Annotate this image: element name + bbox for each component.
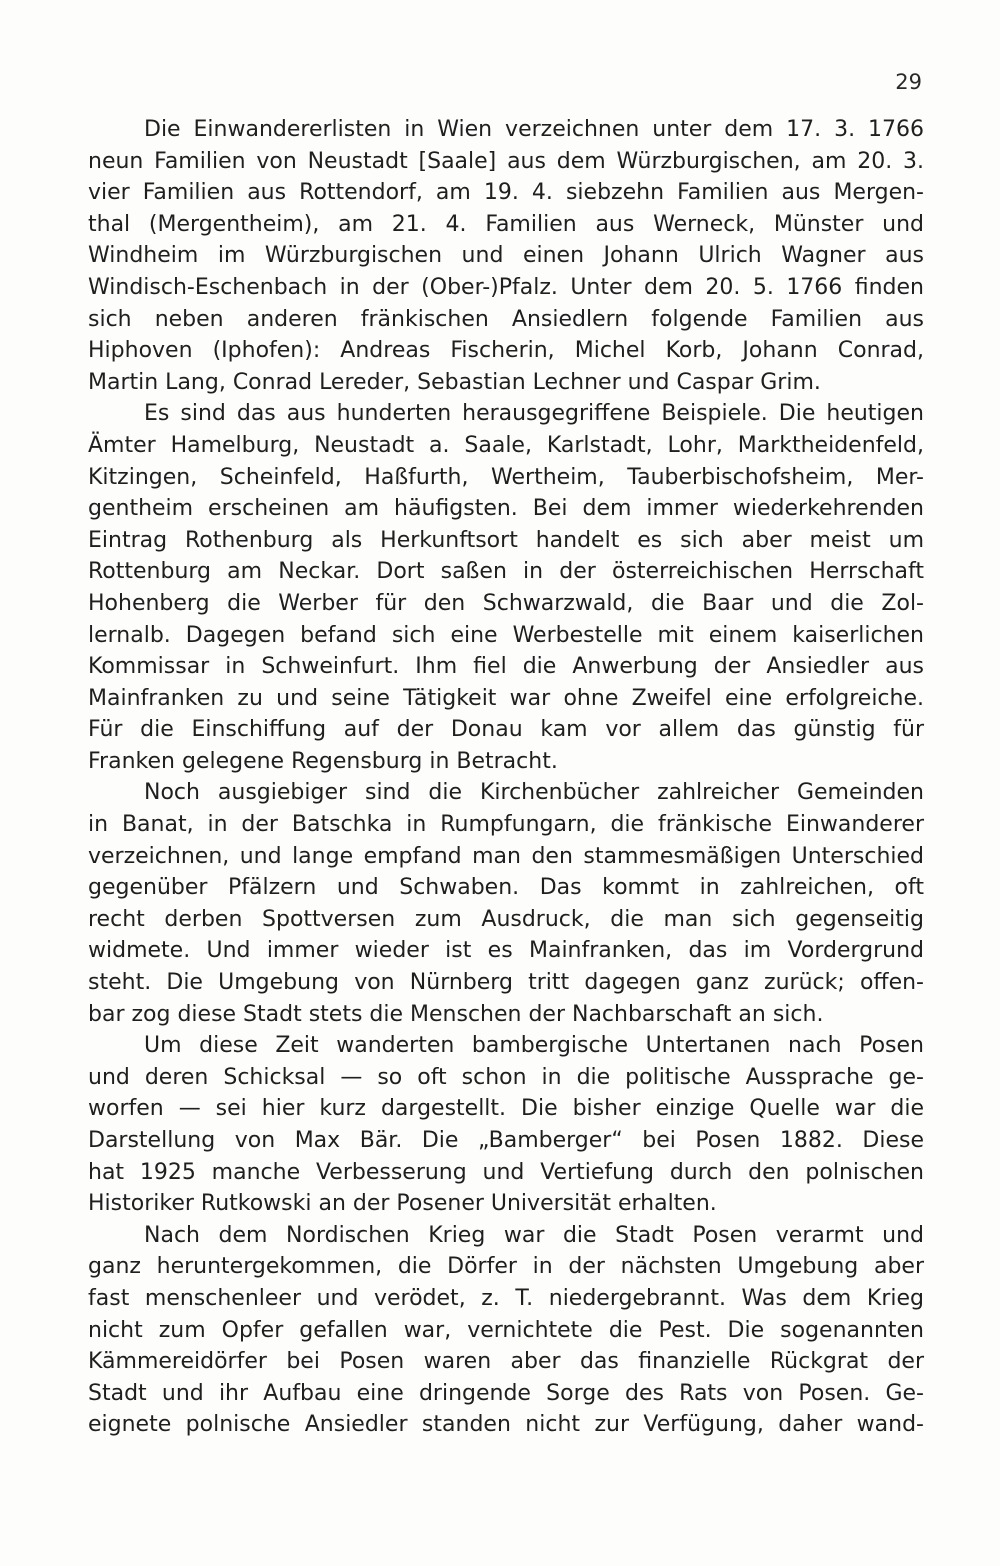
text-line: thal (Mergentheim), am 21. 4. Familien aus Werneck, Münster und <box>88 211 924 237</box>
text-line: Kitzingen, Scheinfeld, Haßfurth, Wertheim, Tauberbischofsheim, Mer- <box>88 464 924 490</box>
page-number: 29 <box>895 70 922 94</box>
text-line: in Banat, in der Batschka in Rumpfungarn, die fränkische Einwanderer <box>88 812 924 838</box>
text-line: gentheim erscheinen am häufigsten. Bei dem immer wiederkehrenden <box>88 496 924 522</box>
text-line: Für die Einschiffung auf der Donau kam vor allem das günstig für <box>88 717 924 743</box>
text-line: eignete polnische Ansiedler standen nicht zur Verfügung, daher wand- <box>88 1412 924 1438</box>
text-line: und deren Schicksal — so oft schon in die politische Aussprache ge- <box>88 1064 924 1090</box>
text-line: vier Familien aus Rottendorf, am 19. 4. siebzehn Familien aus Mergen- <box>88 180 924 206</box>
text-line: bar zog diese Stadt stets die Menschen der Nachbarschaft an sich. <box>88 1001 824 1027</box>
text-line: nicht zum Opfer gefallen war, vernichtete die Pest. Die sogenannten <box>88 1317 924 1343</box>
text-line: Ämter Hamelburg, Neustadt a. Saale, Karlstadt, Lohr, Marktheidenfeld, <box>88 432 924 458</box>
text-line: Historiker Rutkowski an der Posener Universität erhalten. <box>88 1191 717 1217</box>
text-line: Windisch-Eschenbach in der (Ober-)Pfalz. Unter dem 20. 5. 1766 finden <box>88 274 924 300</box>
text-line: sich neben anderen fränkischen Ansiedlern folgende Familien aus <box>88 306 924 332</box>
text-line: neun Familien von Neustadt [Saale] aus dem Würzburgischen, am 20. 3. <box>88 148 924 174</box>
text-line: widmete. Und immer wieder ist es Mainfranken, das im Vordergrund <box>88 938 924 964</box>
text-line: lernalb. Dagegen befand sich eine Werbestelle mit einem kaiserlichen <box>88 622 924 648</box>
text-line: Darstellung von Max Bär. Die „Bamberger“ bei Posen 1882. Diese <box>88 1128 924 1153</box>
text-line: Windheim im Würzburgischen und einen Johann Ulrich Wagner aus <box>88 243 924 269</box>
text-line: Stadt und ihr Aufbau eine dringende Sorge des Rats von Posen. Ge- <box>88 1380 924 1406</box>
paragraph-first-line: Noch ausgiebiger sind die Kirchenbücher zahlreicher Gemeinden <box>144 780 924 806</box>
paragraph-first-line: Nach dem Nordischen Krieg war die Stadt Posen verarmt und <box>144 1222 924 1248</box>
text-line: Rottenburg am Neckar. Dort saßen in der österreichischen Herrschaft <box>88 559 924 585</box>
text-line: Eintrag Rothenburg als Herkunftsort handelt es sich aber meist um <box>88 527 924 553</box>
body-text <box>88 114 924 1441</box>
text-line: Kämmereidörfer bei Posen waren aber das finanzielle Rückgrat der <box>88 1349 924 1375</box>
text-line: Hiphoven (Iphofen): Andreas Fischerin, Michel Korb, Johann Conrad, <box>88 338 924 364</box>
text-line: verzeichnen, und lange empfand man den stammesmäßigen Unterschied <box>88 843 924 869</box>
text-line: Kommissar in Schweinfurt. Ihm fiel die Anwerbung der Ansiedler aus <box>88 654 924 680</box>
text-line: Mainfranken zu und seine Tätigkeit war ohne Zweifel eine erfolgreiche. <box>88 685 924 711</box>
text-line: worfen — sei hier kurz dargestellt. Die bisher einzige Quelle war die <box>88 1096 924 1122</box>
text-line: ganz heruntergekommen, die Dörfer in der nächsten Umgebung aber <box>88 1254 924 1280</box>
paragraph-first-line: Die Einwandererlisten in Wien verzeichnen unter dem 17. 3. 1766 <box>144 117 924 142</box>
text-line: gegenüber Pfälzern und Schwaben. Das kommt in zahlreichen, oft <box>88 875 924 901</box>
text-line: fast menschenleer und verödet, z. T. niedergebrannt. Was dem Krieg <box>88 1285 924 1311</box>
text-line: hat 1925 manche Verbesserung und Vertiefung durch den polnischen <box>88 1159 924 1185</box>
text-line: recht derben Spottversen zum Ausdruck, die man sich gegenseitig <box>88 906 924 932</box>
paragraph-first-line: Es sind das aus hunderten herausgegriffene Beispiele. Die heutigen <box>144 401 924 427</box>
text-line: Franken gelegene Regensburg in Betracht. <box>88 748 558 774</box>
text-line: steht. Die Umgebung von Nürnberg tritt dagegen ganz zurück; offen- <box>88 970 924 996</box>
text-line: Martin Lang, Conrad Lereder, Sebastian Lechner und Caspar Grim. <box>88 369 821 395</box>
paragraph-first-line: Um diese Zeit wanderten bambergische Untertanen nach Posen <box>144 1033 924 1059</box>
text-line: Hohenberg die Werber für den Schwarzwald, die Baar und die Zol- <box>88 590 924 616</box>
